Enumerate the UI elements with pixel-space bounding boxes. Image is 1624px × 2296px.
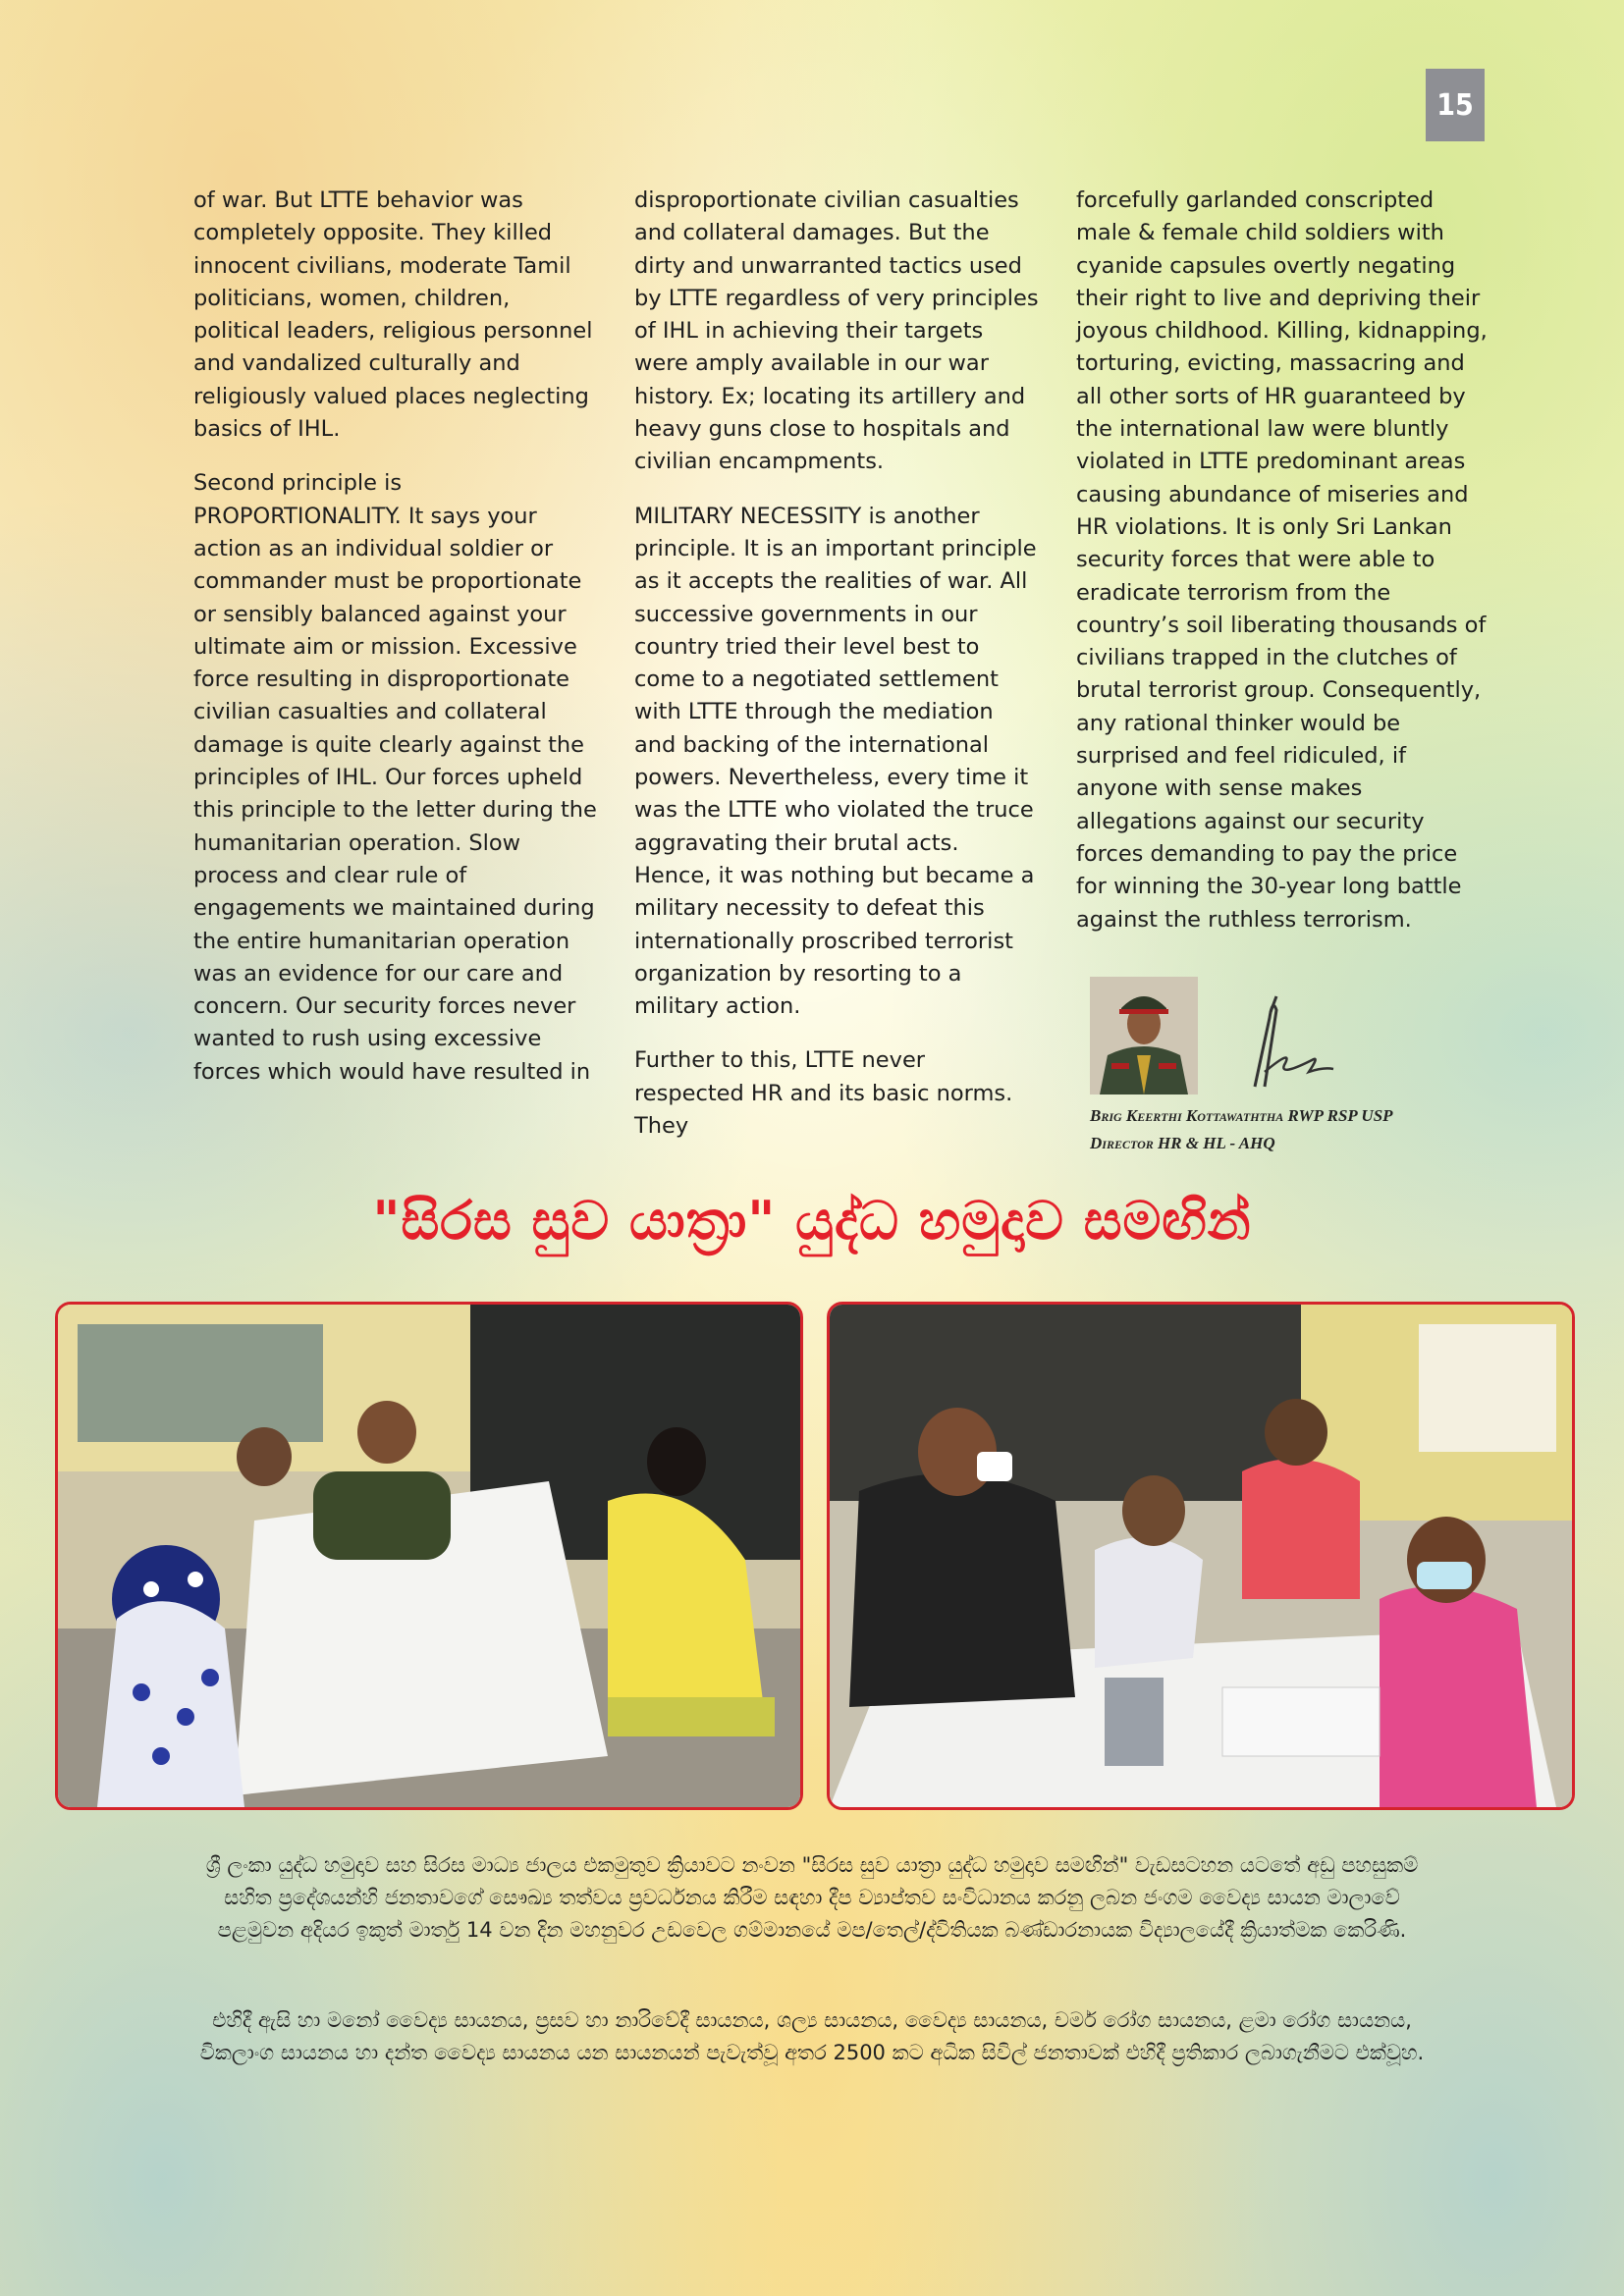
paragraph: of war. But LTTE behavior was completely opposite. They killed innocent civilians, moderate Tamil politicians, women, children, political leaders, religious personnel and vandalized culturally and religiously valued places neglecting basics of IHL.: [193, 187, 593, 443]
article-column-2: [634, 185, 1039, 1164]
author-name: Brig Keerthi Kottawaththa: [1090, 1106, 1284, 1125]
page-number: 15: [1426, 69, 1485, 141]
author-title: Director: [1090, 1134, 1154, 1152]
author-portrait: [1090, 977, 1198, 1095]
paragraph: disproportionate civilian casualties and collateral damages. But the dirty and unwarranted tactics used by LTTE regardless of very principles of IHL in achieving their targets were amply available in our war history. Ex; locating its artillery and heavy guns close to hospitals and civilian encampments.: [634, 187, 1039, 475]
author-signature-block: [1088, 977, 1500, 1153]
feature-caption-2: එහිදී ඇසි හා මනෝ වෛද්‍ය සායනය, ප්‍රසව හා නාරිවේදී සායනය, ශල්‍ය සායනය, වෛද්‍ය සායනය, චර්ම රෝග සායනය, ළමා රෝග සායනය, විකලාංග සායනය හා දන්ත වෛද්‍ය සායනය යන සායනයන් පැවැත්වූ අතර 2500 කට අධික සිවිල් ජනතාවක් එහිදී ප්‍රතිකාර ලබාගැනීමට එක්වූහ.: [199, 2008, 1425, 2064]
medical-clinic-photo-1: [55, 1302, 803, 1810]
article-column-1: [193, 185, 598, 1110]
feature-headline: "සිරස සුව යාත්‍රා" යුද්ධ හමුදාව සමඟින්: [372, 1190, 1252, 1252]
signature-image: [1225, 988, 1343, 1096]
author-credit: [1090, 1102, 1393, 1157]
paragraph: Further to this, LTTE never respected HR and its basic norms. They: [634, 1047, 1013, 1140]
paragraph: Second principle is PROPORTIONALITY. It says your action as an individual soldier or commander must be proportionate or sensibly balanced against your ultimate aim or mission. Excessive force resulting in disproportionate civilian casualties and collateral damage is quite clearly against the principles of IHL. Our forces upheld this principle to the letter during the humanitarian operation. Slow process and clear rule of engagements we maintained during the entire humanitarian operation was an evidence for our care and concern. Our security forces never wanted to rush using excessive forces which would have resulted in: [193, 470, 597, 1085]
author-post-nominals: RWP RSP USP: [1287, 1106, 1393, 1125]
medical-clinic-photo-2: [827, 1302, 1575, 1810]
paragraph: MILITARY NECESSITY is another principle. It is an important principle as it accepts the realities of war. All successive governments in our country tried their level best to come to a negotiated settlement with LTTE through the mediation and backing of the international powers. Nevertheless, every time it was the LTTE who violated the truce aggravating their brutal acts. Hence, it was nothing but became a military necessity to defeat this internationally proscribed terrorist organization by resorting to a military action.: [634, 503, 1037, 1020]
author-department: HR & HL - AHQ: [1158, 1134, 1275, 1152]
paragraph: forcefully garlanded conscripted male & female child soldiers with cyanide capsules overtly negating their right to live and depriving their joyous childhood. Killing, kidnapping, torturing, evicting, massacring and all other sorts of HR guaranteed by the international law were bluntly violated in LTTE predominant areas causing abundance of miseries and HR violations. It is only Sri Lankan security forces that were able to eradicate terrorism from the country’s soil liberating thousands of civilians trapped in the clutches of brutal terrorist group. Consequently, any rational thinker would be surprised and feel ridiculed, if anyone with sense makes allegations against our security forces demanding to pay the price for winning the 30-year long battle against the ruthless terrorism.: [1076, 187, 1488, 933]
article-column-3: [1076, 185, 1489, 958]
feature-caption-1: ශ්‍රී ලංකා යුද්ධ හමුදාව සහ සිරස මාධ්‍ය ජාලය එකමුතුව ක්‍රියාවට නංවන "සිරස සුව යාත්‍රා යුද්ධ හමුදාව සමඟින්" වැඩසටහන යටතේ අඩු පහසුකම් සහිත ප්‍රදේශයන්හි ජනතාවගේ සෞඛ්‍ය තත්වය ප්‍රවර්ධනය කිරීම සඳහා දීප ව්‍යාප්තව සංවිධානය කරනු ලබන ජංගම වෛද්‍ය සායන මාලාවේ පළමුවන අදියර ඉකුත් මාර්තු 14 වන දින මහනුවර උඩවෙල ගම්මානයේ මප/තෙල්/ද්විතියක බණ්ඩාරනායක විද්‍යාලයේදී ක්‍රියාත්මක කෙරිණි.: [205, 1853, 1419, 1942]
